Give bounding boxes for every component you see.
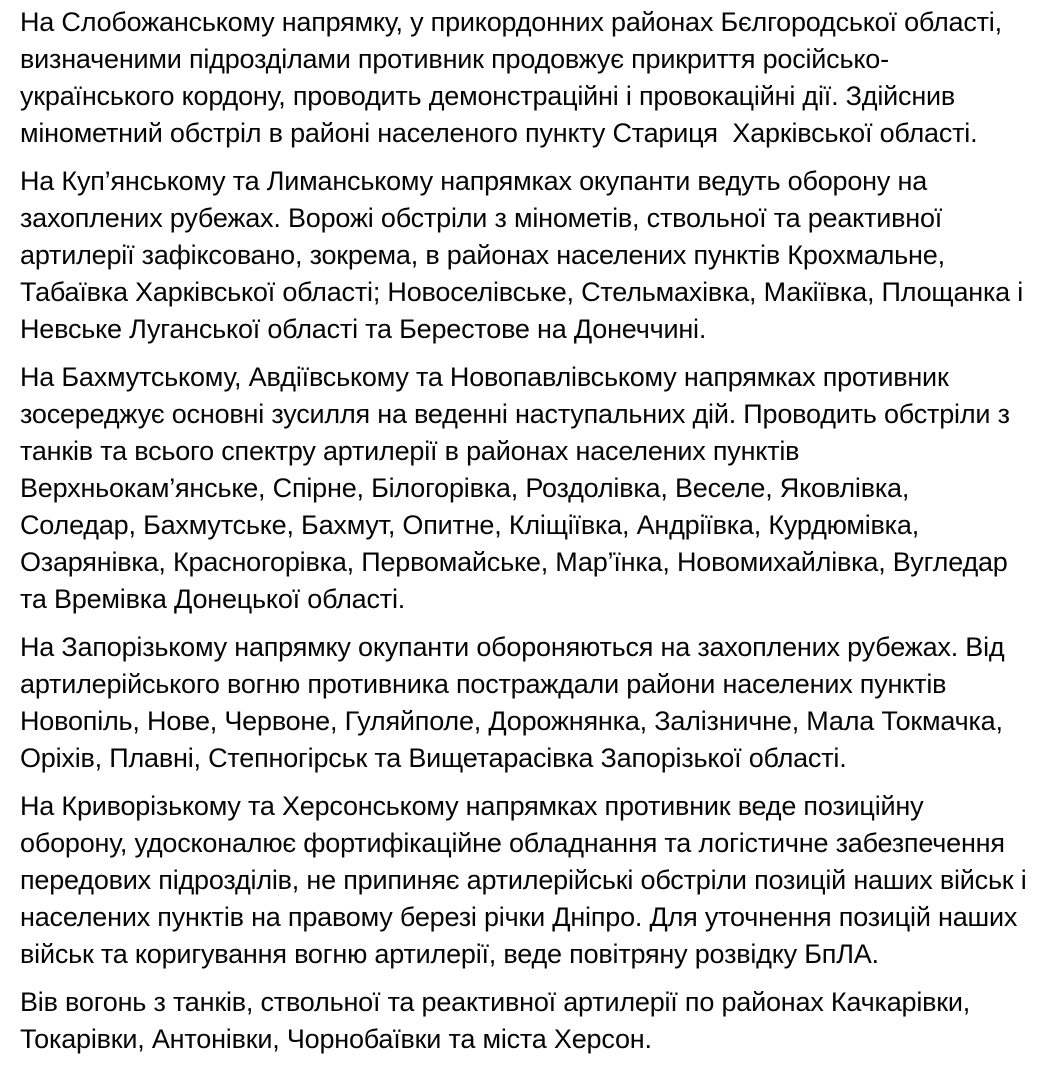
paragraph-kupiansk-lyman-directions: На Куп’янському та Лиманському напрямках окупанти ведуть оборону на захоплених рубежах. Ворожі обстріли з мінометів, ствольної та реактивної артилерії зафіксовано, зокрема, в районах населених пунктів Крохмальне, Табаївка Харківської області; Новоселівське, Стельмахівка, Макіївка, Площанка і Невське Луганської області та Берестове на Донеччині. — [20, 166, 1031, 344]
paragraph-bakhmut-avdiivka-novopavlivka-directions: На Бахмутському, Авдіївському та Новопавлівському напрямках противник зосереджує основні зусилля на веденні наступальних дій. Проводить обстріли з танків та всього спектру артилерії в районах населених пунктів Верхньокам’янське, Спірне, Білогорівка, Роздолівка, Веселе, Яковлівка, Соледар, Бахмутське, Бахмут, Опитне, Кліщіївка, Андріївка, Курдюмівка, Озарянівка, Красногорівка, Первомайське, Мар’їнка, Новомихайлівка, Вугледар та Времівка Донецької області. — [20, 362, 1018, 614]
paragraph-tank-artillery-fire: Вів вогонь з танків, ствольної та реактивної артилерії по районах Качкарівки, Токарівки, Антонівки, Чорнобаївки та міста Херсон. — [20, 987, 978, 1054]
paragraph-kryvyi-rih-kherson-directions: На Криворізькому та Херсонському напрямках противник веде позиційну оборону, удосконалює фортифікаційне обладнання та логістичне забезпечення передових підрозділів, не припиняє артилерійські обстріли позицій наших військ і населених пунктів на правому березі річки Дніпро. Для уточнення позицій наших військ та коригування вогню артилерії, веде повітряну розвідку БпЛА. — [20, 791, 1034, 969]
paragraph-zaporizhzhia-direction: На Запорізькому напрямку окупанти обороняються на захоплених рубежах. Від артилерійського вогню противника постраждали райони населених пунктів Новопіль, Нове, Червоне, Гуляйполе, Дорожнянка, Залізничне, Мала Токмачка, Оріхів, Плавні, Степногірськ та Вищетарасівка Запорізької області. — [20, 632, 1012, 773]
paragraph-slobozhansky-direction: На Слобожанському напрямку, у прикордонних районах Бєлгородської області, визначеними підрозділами противник продовжує прикриття російсько-українського кордону, проводить демонстраційні і провокаційні дії. Здійснив мінометний обстріл в районі населеного пункту Стариця Харківської області. — [20, 7, 1010, 148]
